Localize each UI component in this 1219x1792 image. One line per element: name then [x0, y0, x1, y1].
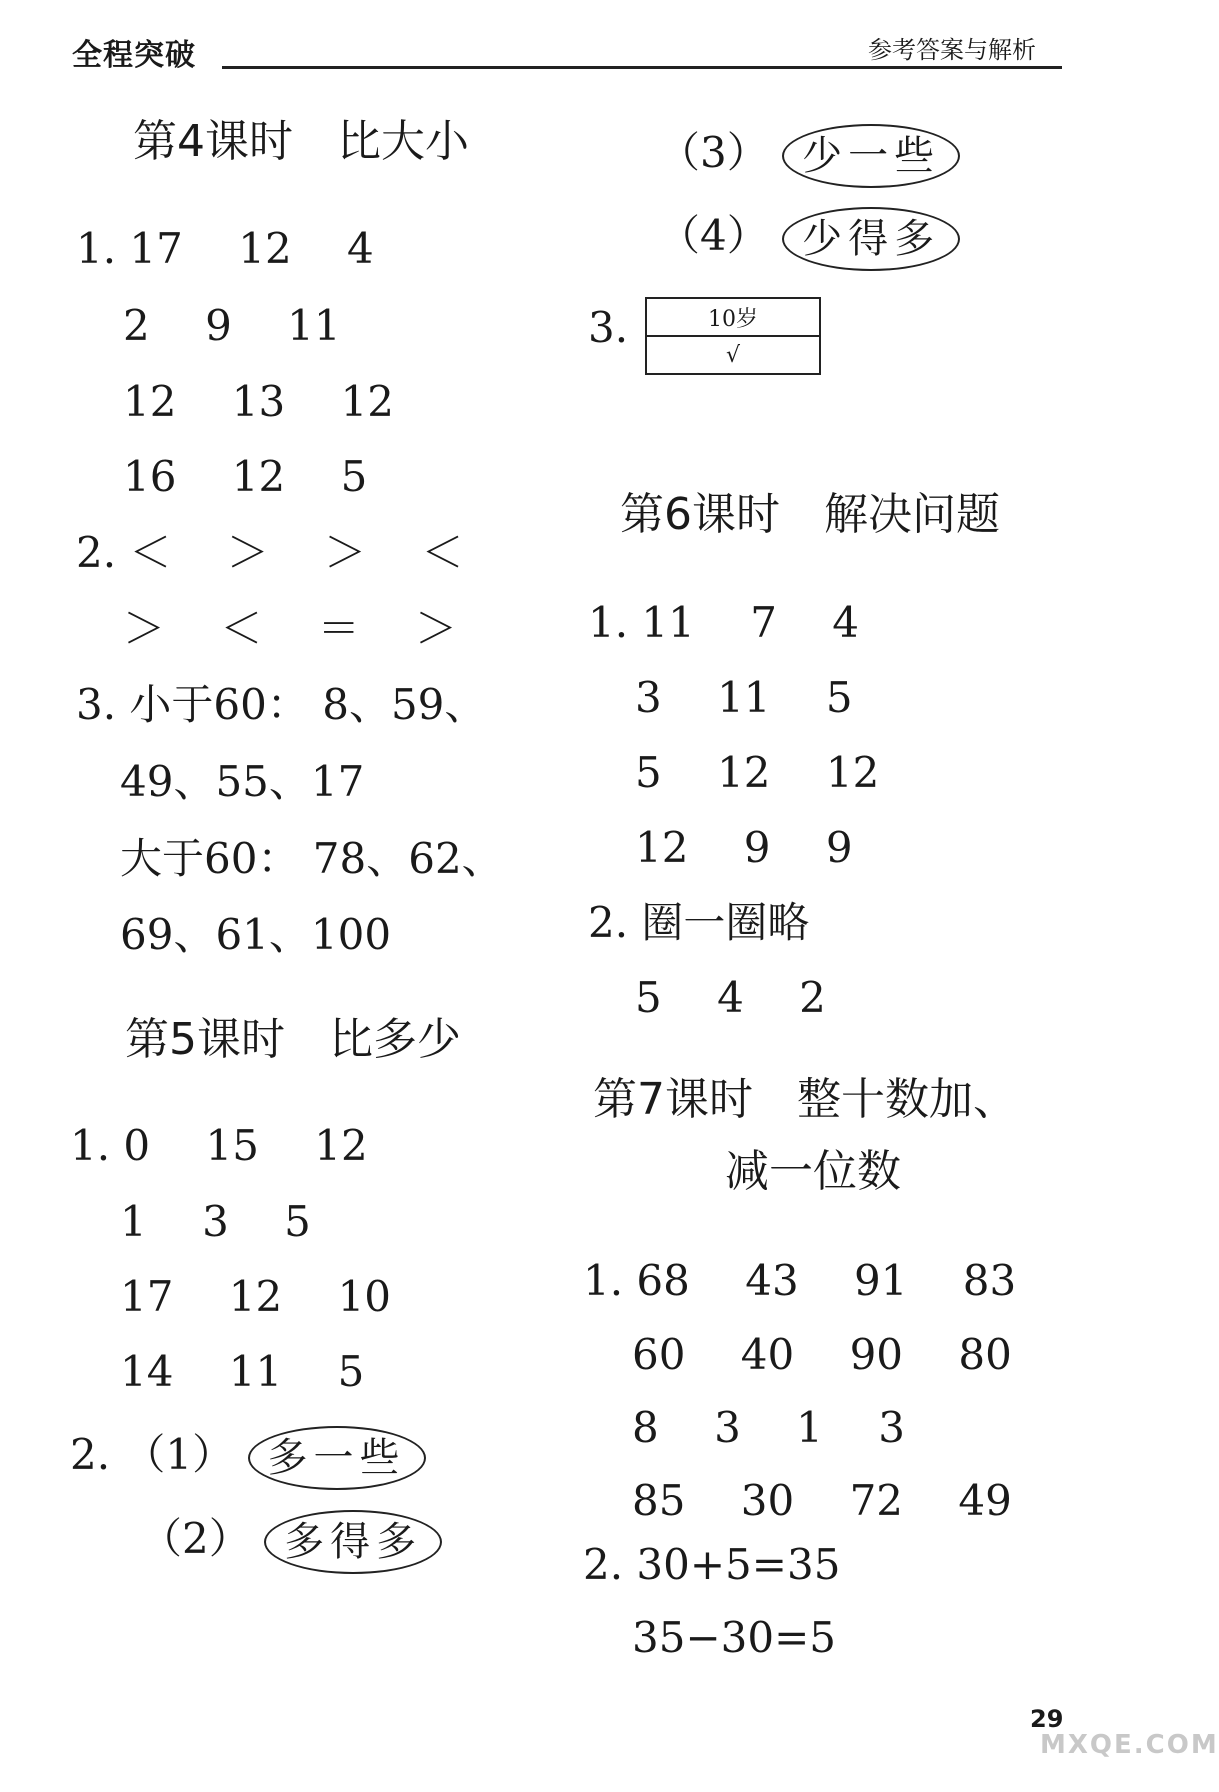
header-divider — [222, 66, 1062, 69]
lesson6-title: 第6课时 解决问题 — [620, 489, 1000, 540]
l4-q1-row1: 1. 17 12 4 — [76, 224, 374, 273]
l4-q2-row2: ＞ ＜ ＝ ＞ — [123, 604, 458, 653]
l7-q2-row2: 35−30=5 — [632, 1613, 836, 1662]
l6-q1-row3: 5 12 12 — [635, 748, 880, 797]
l5-q2-item4 — [658, 203, 960, 271]
l6-q1-row1: 1. 11 7 4 — [588, 598, 860, 647]
l5-q1-row2: 1 3 5 — [120, 1197, 311, 1246]
lesson7-title-line1: 第7课时 整十数加、 — [593, 1074, 1017, 1125]
l6-q2-row2: 5 4 2 — [635, 973, 826, 1022]
l4-q3-row4: 69、61、100 — [120, 910, 392, 959]
l5-q2-item4-label: （4） — [658, 211, 769, 260]
l4-q3-row1: 3. 小于60： 8、59、 — [76, 680, 487, 729]
l5-q2-item2-answer: 多得多 — [264, 1510, 442, 1574]
l7-q1-row3: 8 3 1 3 — [632, 1403, 905, 1452]
l5-q3-answer-table — [645, 297, 821, 375]
l6-q1-row2: 3 11 5 — [635, 673, 853, 722]
l4-q1-row2: 2 9 11 — [123, 301, 341, 350]
watermark-text: MXQE.COM — [1040, 1730, 1219, 1760]
l5-q2-item2-label: （2） — [140, 1514, 251, 1563]
lesson4-title: 第4课时 比大小 — [133, 116, 469, 167]
l6-q1-row4: 12 9 9 — [635, 823, 853, 872]
l5-q1-row4: 14 11 5 — [120, 1347, 365, 1396]
l7-q1-row2: 60 40 90 80 — [632, 1330, 1012, 1379]
l5-q3-cell-age: 10岁 — [646, 298, 820, 336]
l5-q2-item1-answer: 多一些 — [248, 1426, 426, 1490]
l4-q1-row3: 12 13 12 — [123, 377, 395, 426]
brand-title: 全程突破 — [72, 38, 196, 73]
l5-q3-label: 3. — [588, 303, 629, 352]
l5-q1-row1: 1. 0 15 12 — [70, 1121, 368, 1170]
l5-q2-item2 — [140, 1506, 442, 1574]
l5-q3-cell-check: √ — [646, 336, 820, 374]
l5-q2-item1 — [70, 1422, 426, 1490]
l4-q2-row1: 2. ＜ ＞ ＞ ＜ — [76, 528, 464, 577]
l5-q2-item3-label: （3） — [658, 128, 769, 177]
l7-q1-row4: 85 30 72 49 — [632, 1476, 1012, 1525]
l4-q3-row3: 大于60： 78、62、 — [120, 834, 504, 883]
l6-q2-row1: 2. 圈一圈略 — [588, 898, 810, 947]
l5-q2-item1-label: 2. （1） — [70, 1430, 235, 1479]
l5-q1-row3: 17 12 10 — [120, 1272, 392, 1321]
page-number: 29 — [1030, 1705, 1064, 1733]
lesson5-title: 第5课时 比多少 — [125, 1014, 461, 1065]
l4-q1-row4: 16 12 5 — [123, 452, 368, 501]
l7-q1-row1: 1. 68 43 91 83 — [583, 1256, 1017, 1305]
l5-q2-item4-answer: 少得多 — [782, 207, 960, 271]
l5-q2-item3-answer: 少一些 — [782, 124, 960, 188]
l4-q3-row2: 49、55、17 — [120, 757, 365, 806]
l5-q2-item3 — [658, 120, 960, 188]
l7-q2-row1: 2. 30+5=35 — [583, 1540, 841, 1589]
section-title: 参考答案与解析 — [868, 36, 1036, 64]
lesson7-title-line2: 减一位数 — [725, 1146, 901, 1197]
